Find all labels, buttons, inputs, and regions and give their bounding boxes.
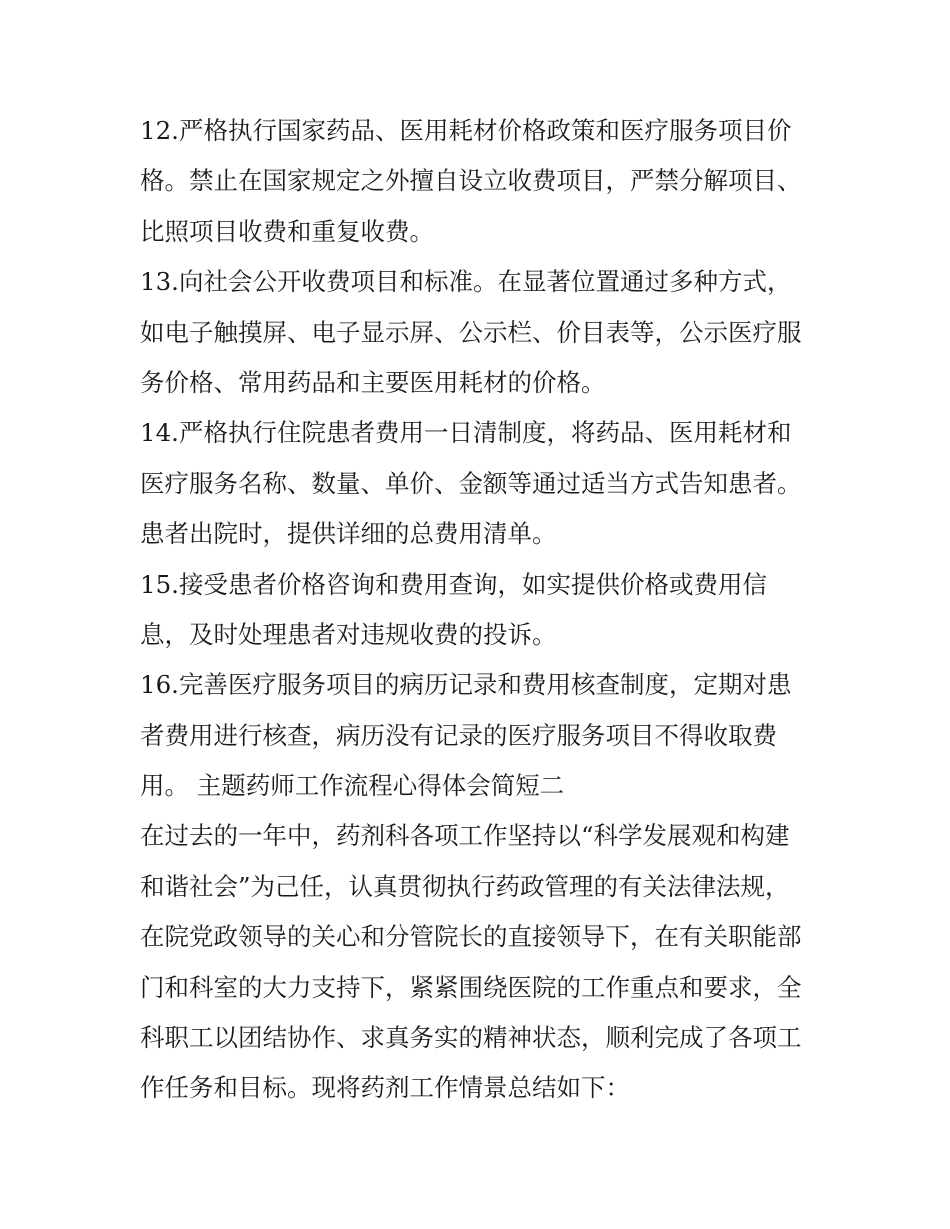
text-line-18: 门和科室的大力支持下，紧紧围绕医院的工作重点和要求，全 [140,972,802,1002]
document-body [140,106,820,1114]
text-line-20: 作任务和目标。现将药剂工作情景总结如下： [140,1073,630,1103]
text-line-7: 14.严格执行住院患者费用一日清制度，将药品、医用耗材和 [140,418,792,448]
text-line-19: 科职工以团结协作、求真务实的精神状态，顺利完成了各项工 [140,1023,802,1053]
text-line-8: 医疗服务名称、数量、单价、金额等通过适当方式告知患者。 [140,468,802,498]
text-line-9: 患者出院时，提供详细的总费用清单。 [140,519,557,549]
text-line-10: 15.接受患者价格咨询和费用查询，如实提供价格或费用信 [140,569,767,599]
text-line-14: 用。 主题药师工作流程心得体会简短二 [140,771,565,801]
text-line-5: 如电子触摸屏、电子显示屏、公示栏、价目表等，公示医疗服 [140,317,802,347]
text-line-2: 格。禁止在国家规定之外擅自设立收费项目，严禁分解项目、 [140,166,802,196]
text-line-4: 13.向社会公开收费项目和标准。在显著位置通过多种方式， [140,267,792,297]
text-line-15: 在过去的一年中，药剂科各项工作坚持以“科学发展观和构建 [140,821,790,851]
text-line-1: 12.严格执行国家药品、医用耗材价格政策和医疗服务项目价 [140,116,792,145]
text-line-12: 16.完善医疗服务项目的病历记录和费用核查制度，定期对患 [140,670,792,700]
text-line-11: 息，及时处理患者对违规收费的投诉。 [140,619,557,649]
text-line-13: 者费用进行核查，病历没有记录的医疗服务项目不得收取费 [140,720,777,750]
text-line-17: 在院党政领导的关心和分管院长的直接领导下，在有关职能部 [140,922,802,952]
text-line-16: 和谐社会”为己任，认真贯彻执行药政管理的有关法律法规， [140,871,790,901]
text-line-6: 务价格、常用药品和主要医用耗材的价格。 [140,367,606,397]
text-line-3: 比照项目收费和重复收费。 [140,216,434,246]
